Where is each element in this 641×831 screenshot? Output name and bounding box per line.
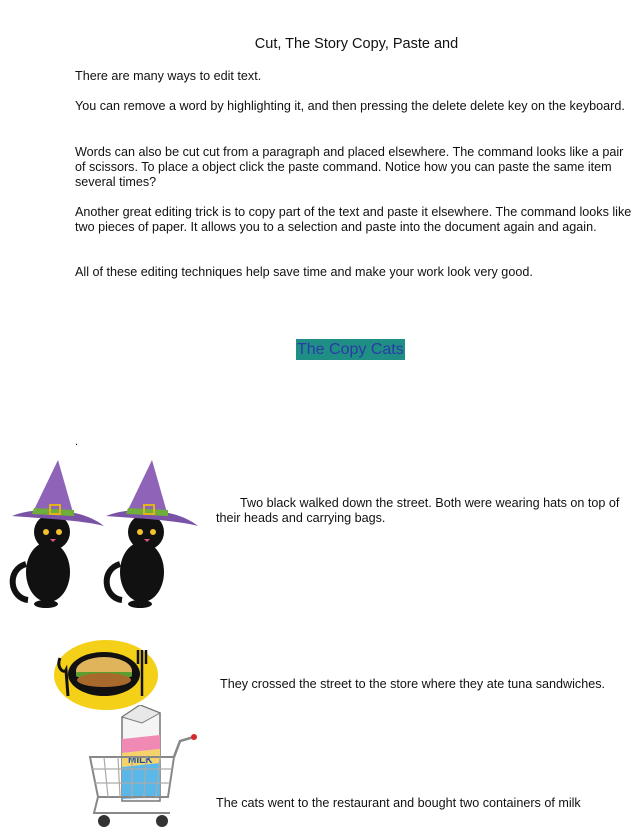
paragraph-delete: You can remove a word by highlighting it, and then pressing the delete delete key on the keyboard.	[75, 99, 625, 113]
document-title: Cut, The Story Copy, Paste and	[254, 36, 459, 52]
story-title: The Copy Cats	[297, 341, 404, 358]
cat-left-illustration	[12, 460, 104, 608]
paragraph-copy: Another great editing trick is to copy part of the text and paste it elsewhere. The command looks like two pieces of paper. It allows you to a selection and paste into the document again and again.	[75, 205, 632, 234]
sandwich-plate-image	[52, 638, 160, 712]
paragraph-cut: Words can also be cut cut from a paragraph and placed elsewhere. The command looks like a pair of scissors. To place a object click the paste command. Notice how you can paste the same item several times?	[75, 145, 624, 189]
paragraph-intro: There are many ways to edit text.	[75, 69, 262, 83]
stray-period: .	[75, 436, 79, 448]
cat-right-illustration	[106, 460, 198, 608]
paragraph-summary: All of these editing techniques help save time and make your work look very good.	[75, 265, 533, 279]
caption-sandwich: They crossed the street to the store where they ate tuna sandwiches.	[220, 677, 606, 691]
witch-cats-image	[6, 460, 202, 608]
caption-walking-cats: Two black walked down the street. Both were wearing hats on top of their heads and carrying bags.	[216, 496, 620, 525]
caption-milk: The cats went to the restaurant and bought two containers of milk	[216, 796, 581, 810]
milk-label: MILK	[128, 755, 153, 766]
milk-cart-image	[88, 705, 198, 831]
